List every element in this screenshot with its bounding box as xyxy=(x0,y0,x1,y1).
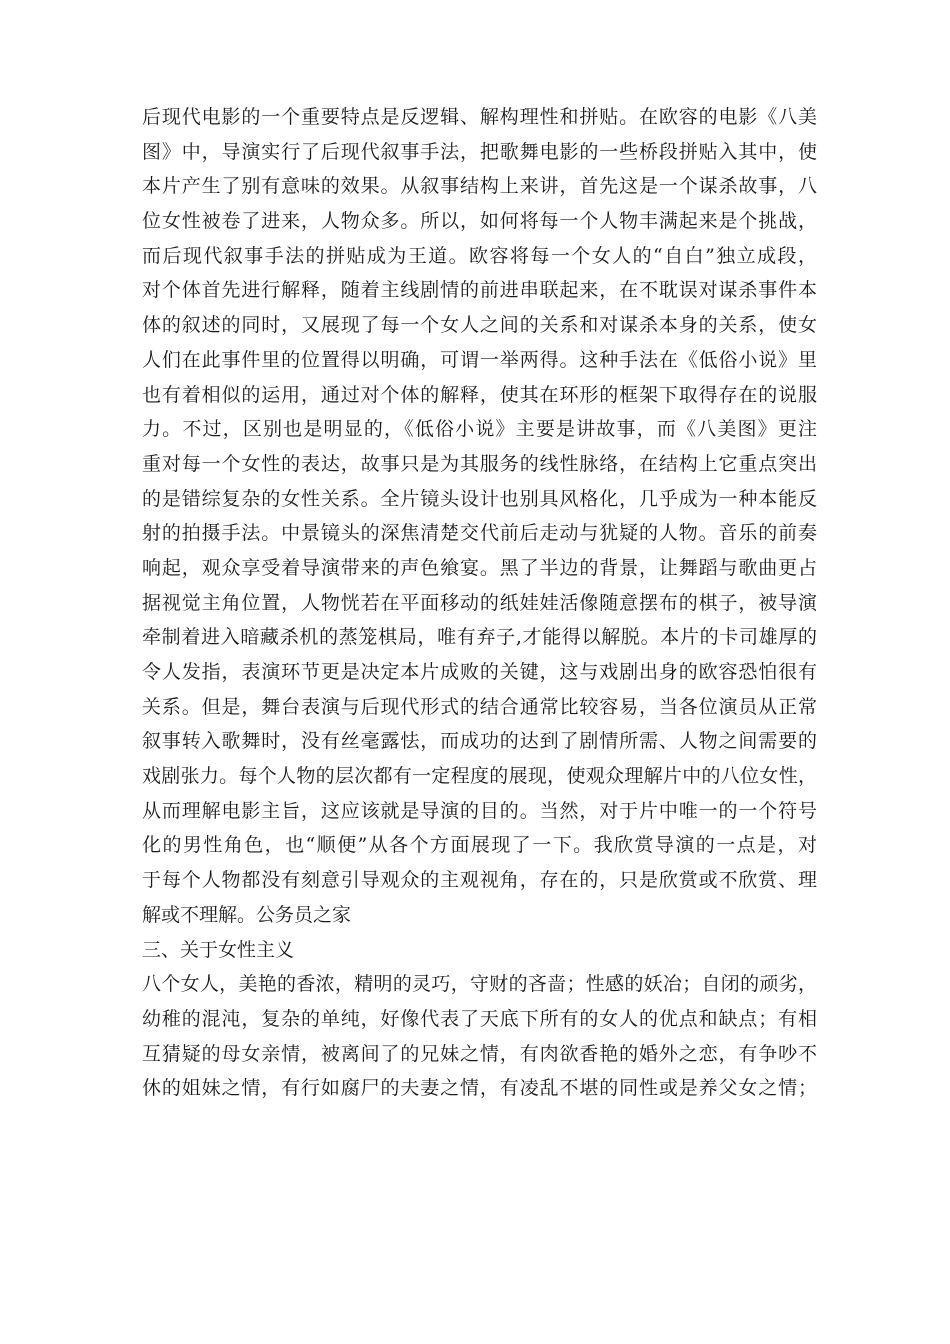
text-line: 互猜疑的母女亲情，被离间了的兄妹之情，有肉欲香艳的婚外之恋，有争吵不 xyxy=(142,1042,817,1065)
text-line: 化的男性角色，也“顺便”从各个方面展现了一下。我欣赏导演的一点是，对 xyxy=(142,834,817,857)
text-line: 射的拍摄手法。中景镜头的深焦清楚交代前后走动与犹疑的人物。音乐的前奏 xyxy=(142,522,817,545)
text-line: 图》中，导演实行了后现代叙事手法，把歌舞电影的一些桥段拼贴入其中，使 xyxy=(142,140,817,163)
text-line: 本片产生了别有意味的效果。从叙事结构上来讲，首先这是一个谋杀故事，八 xyxy=(142,175,817,198)
text-line: 位女性被卷了进来，人物众多。所以，如何将每一个人物丰满起来是个挑战， xyxy=(142,210,817,233)
text-line: 的是错综复杂的女性关系。全片镜头设计也别具风格化，几乎成为一种本能反 xyxy=(142,487,817,510)
text-line: 休的姐妹之情，有行如腐尸的夫妻之情，有凌乱不堪的同性或是养父女之情； xyxy=(142,1077,817,1100)
text-line: 体的叙述的同时，又展现了每一个女人之间的关系和对谋杀本身的关系，使女 xyxy=(142,314,817,337)
text-line: 从而理解电影主旨，这应该就是导演的目的。当然，对于片中唯一的一个符号 xyxy=(142,799,817,822)
text-line: 牵制着进入暗藏杀机的蒸笼棋局，唯有弃子,才能得以解脱。本片的卡司雄厚的 xyxy=(142,626,817,649)
text-line: 而后现代叙事手法的拼贴成为王道。欧容将每一个女人的“自白”独立成段， xyxy=(142,244,817,267)
section-heading: 三、关于女性主义 xyxy=(142,938,295,961)
text-line: 关系。但是，舞台表演与后现代形式的结合通常比较容易，当各位演员从正常 xyxy=(142,695,817,718)
text-line: 于每个人物都没有刻意引导观众的主观视角，存在的，只是欣赏或不欣赏、理 xyxy=(142,869,817,892)
body-text xyxy=(142,100,817,1106)
text-line: 响起，观众享受着导演带来的声色飨宴。黑了半边的背景，让舞蹈与歌曲更占 xyxy=(142,556,817,579)
text-line: 叙事转入歌舞时，没有丝毫露怯，而成功的达到了剧情所需、人物之间需要的 xyxy=(142,730,817,753)
text-line: 八个女人，美艳的香浓，精明的灵巧，守财的吝啬；性感的妖冶；自闭的顽劣， xyxy=(142,973,817,996)
text-line: 后现代电影的一个重要特点是反逻辑、解构理性和拼贴。在欧容的电影《八美 xyxy=(142,106,817,128)
text-line: 力。不过，区别也是明显的，《低俗小说》主要是讲故事，而《八美图》更注 xyxy=(142,418,817,441)
text-line: 人们在此事件里的位置得以明确，可谓一举两得。这种手法在《低俗小说》里 xyxy=(142,348,817,371)
text-line: 也有着相似的运用，通过对个体的解释，使其在环形的框架下取得存在的说服 xyxy=(142,383,817,406)
text-line: 重对每一个女性的表达，故事只是为其服务的线性脉络，在结构上它重点突出 xyxy=(142,452,817,475)
text-line: 幼稚的混沌，复杂的单纯，好像代表了天底下所有的女人的优点和缺点；有相 xyxy=(142,1007,817,1030)
text-line: 解或不理解。公务员之家 xyxy=(142,903,352,926)
text-line: 对个体首先进行解释，随着主线剧情的前进串联起来，在不耽误对谋杀事件本 xyxy=(142,279,817,302)
text-line: 令人发指，表演环节更是决定本片成败的关键，这与戏剧出身的欧容恐怕很有 xyxy=(142,661,817,683)
text-line: 据视觉主角位置，人物恍若在平面移动的纸娃娃活像随意摆布的棋子，被导演 xyxy=(142,591,817,614)
text-line: 戏剧张力。每个人物的层次都有一定程度的展现，使观众理解片中的八位女性， xyxy=(142,765,817,788)
